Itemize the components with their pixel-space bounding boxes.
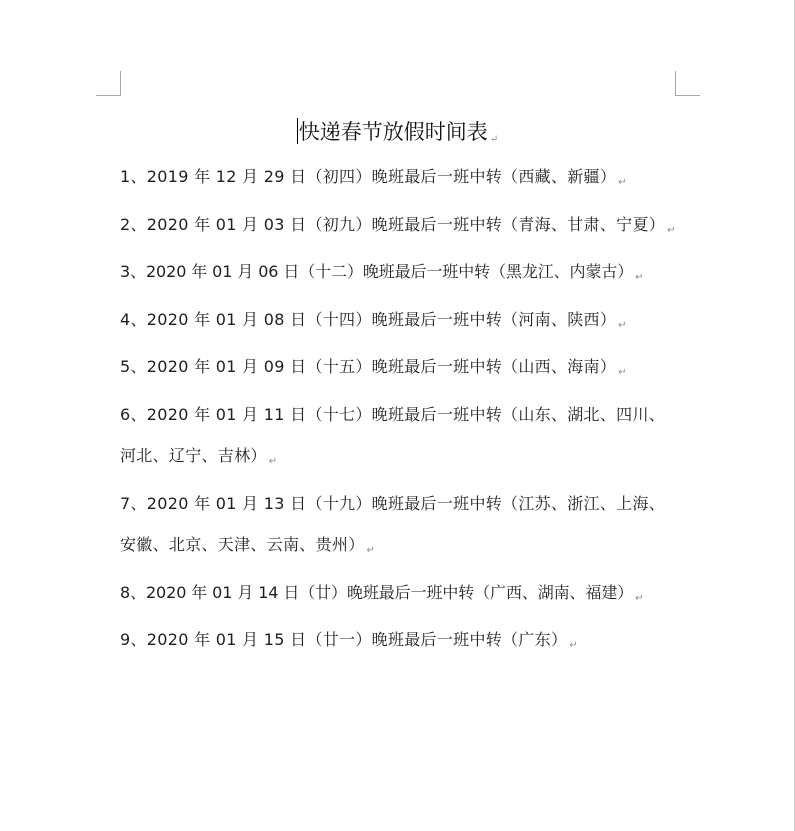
paragraph-mark-icon: ↵ (366, 545, 376, 556)
paragraph-mark-icon: ↵ (618, 367, 627, 378)
list-item-text: 6、2020 年 01 月 11 日（十七）晚班最后一班中转（山东、湖北、四川、河北、辽宁、吉林） (120, 404, 666, 465)
list-item-text: 7、2020 年 01 月 13 日（十九）晚班最后一班中转（江苏、浙江、上海、安徽、北京、天津、云南、贵州） (120, 493, 666, 554)
list-item-text: 1、2019 年 12 月 29 日（初四）晚班最后一班中转（西藏、新疆） (120, 167, 617, 186)
paragraph-mark-icon: ↵ (268, 456, 278, 467)
paragraph-mark-icon: ↵ (569, 640, 578, 651)
list-item (120, 299, 680, 347)
list-item-text: 2、2020 年 01 月 03 日（初九）晚班最后一班中转（青海、甘肃、宁夏） (120, 214, 666, 234)
paragraph-mark-icon: ↵ (635, 592, 644, 604)
paragraph-mark-icon: ↵ (667, 224, 676, 236)
text-cursor (297, 118, 298, 144)
margin-corner-mark-left (96, 71, 121, 96)
list-item (120, 619, 680, 667)
list-item-text: 9、2020 年 01 月 15 日（廿一）晚班最后一班中转（广东） (120, 630, 568, 649)
list-item (120, 394, 680, 483)
margin-corner-mark-right (675, 71, 700, 96)
list-item (120, 204, 680, 252)
list-item (120, 572, 680, 620)
list-item (120, 346, 680, 394)
list-item-text: 3、2020 年 01 月 06 日（十二）晚班最后一班中转（黑龙江、内蒙古） (120, 262, 634, 281)
paragraph-mark-icon: ↵ (635, 272, 644, 283)
list-item-text: 5、2020 年 01 月 09 日（十五）晚班最后一班中转（山西、海南） (120, 357, 617, 376)
list-item (120, 483, 680, 572)
document-title: 快递春节放假时间表 (298, 120, 488, 144)
document-title-line[interactable] (0, 115, 795, 157)
list-item (120, 156, 680, 204)
list-item (120, 251, 680, 299)
document-body[interactable] (120, 156, 680, 667)
paragraph-mark-icon: ↵ (489, 134, 499, 145)
paragraph-mark-icon: ↵ (618, 177, 627, 188)
list-item-text: 8、2020 年 01 月 14 日（廿）晚班最后一班中转（广西、湖南、福建） (120, 582, 634, 602)
paragraph-mark-icon: ↵ (618, 319, 627, 331)
list-item-text: 4、2020 年 01 月 08 日（十四）晚班最后一班中转（河南、陕西） (120, 309, 617, 329)
